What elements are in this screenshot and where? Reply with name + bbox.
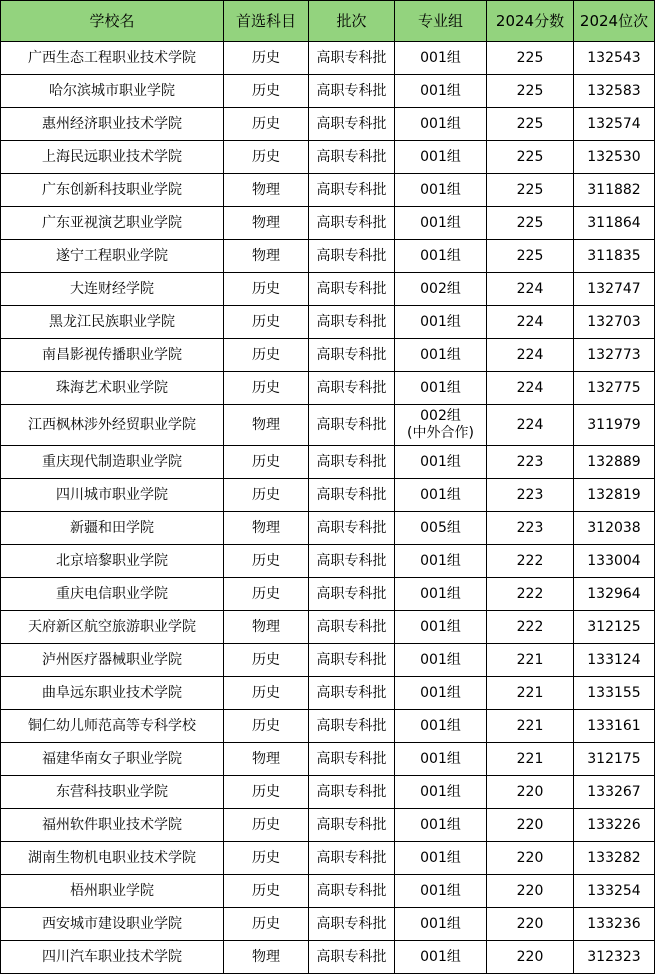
cell-batch: 高职专科批 (309, 644, 395, 677)
cell-rank: 312125 (574, 611, 655, 644)
cell-group: 001组 (395, 809, 487, 842)
cell-batch: 高职专科批 (309, 207, 395, 240)
cell-school: 西安城市建设职业学院 (1, 908, 224, 941)
cell-rank: 311882 (574, 174, 655, 207)
table-row (1, 743, 655, 776)
cell-rank: 133282 (574, 842, 655, 875)
cell-school: 福州软件职业技术学院 (1, 809, 224, 842)
cell-score: 222 (487, 578, 574, 611)
cell-score: 220 (487, 776, 574, 809)
cell-subject: 历史 (224, 372, 309, 405)
cell-rank: 132703 (574, 306, 655, 339)
cell-batch: 高职专科批 (309, 578, 395, 611)
cell-rank: 132964 (574, 578, 655, 611)
cell-batch: 高职专科批 (309, 240, 395, 273)
cell-group: 001组 (395, 141, 487, 174)
cell-subject: 物理 (224, 240, 309, 273)
cell-rank: 312038 (574, 512, 655, 545)
cell-rank: 132773 (574, 339, 655, 372)
cell-score: 220 (487, 875, 574, 908)
cell-score: 225 (487, 42, 574, 75)
cell-subject: 物理 (224, 512, 309, 545)
cell-group: 001组 (395, 339, 487, 372)
cell-score: 225 (487, 174, 574, 207)
table-row (1, 710, 655, 743)
cell-rank: 133267 (574, 776, 655, 809)
table-row (1, 479, 655, 512)
cell-school: 泸州医疗器械职业学院 (1, 644, 224, 677)
group-note: (中外合作) (407, 425, 474, 441)
table-row (1, 174, 655, 207)
cell-rank: 311979 (574, 405, 655, 446)
cell-group: 001组 (395, 875, 487, 908)
cell-score: 224 (487, 273, 574, 306)
column-header-rank: 2024位次 (574, 1, 655, 42)
table-row (1, 809, 655, 842)
cell-group: 001组 (395, 776, 487, 809)
cell-rank: 133155 (574, 677, 655, 710)
table-row (1, 141, 655, 174)
cell-group: 001组 (395, 306, 487, 339)
table-header (1, 1, 655, 42)
table-body (1, 42, 655, 974)
cell-batch: 高职专科批 (309, 446, 395, 479)
cell-rank: 133124 (574, 644, 655, 677)
cell-school: 四川城市职业学院 (1, 479, 224, 512)
cell-score: 220 (487, 941, 574, 974)
cell-subject: 历史 (224, 809, 309, 842)
cell-group: 001组 (395, 611, 487, 644)
cell-batch: 高职专科批 (309, 405, 395, 446)
cell-batch: 高职专科批 (309, 842, 395, 875)
cell-rank: 132775 (574, 372, 655, 405)
cell-group: 005组 (395, 512, 487, 545)
cell-group: 001组 (395, 710, 487, 743)
cell-subject: 物理 (224, 207, 309, 240)
column-header-subject: 首选科目 (224, 1, 309, 42)
cell-subject: 历史 (224, 273, 309, 306)
cell-batch: 高职专科批 (309, 174, 395, 207)
cell-group: 001组 (395, 743, 487, 776)
cell-batch: 高职专科批 (309, 372, 395, 405)
table-row (1, 207, 655, 240)
cell-subject: 历史 (224, 75, 309, 108)
table-row (1, 446, 655, 479)
column-header-batch: 批次 (309, 1, 395, 42)
cell-score: 225 (487, 240, 574, 273)
table-row (1, 75, 655, 108)
cell-rank: 132747 (574, 273, 655, 306)
table-row (1, 875, 655, 908)
cell-batch: 高职专科批 (309, 306, 395, 339)
cell-rank: 133004 (574, 545, 655, 578)
column-header-school: 学校名 (1, 1, 224, 42)
header-row (1, 1, 655, 42)
cell-batch: 高职专科批 (309, 141, 395, 174)
cell-subject: 历史 (224, 545, 309, 578)
cell-school: 黑龙江民族职业学院 (1, 306, 224, 339)
cell-subject: 历史 (224, 339, 309, 372)
table-row (1, 273, 655, 306)
table-row (1, 578, 655, 611)
cell-batch: 高职专科批 (309, 776, 395, 809)
cell-school: 重庆现代制造职业学院 (1, 446, 224, 479)
table-row (1, 677, 655, 710)
cell-rank: 132583 (574, 75, 655, 108)
table-row (1, 306, 655, 339)
cell-score: 225 (487, 207, 574, 240)
cell-score: 220 (487, 842, 574, 875)
cell-subject: 历史 (224, 479, 309, 512)
cell-school: 广东创新科技职业学院 (1, 174, 224, 207)
cell-group: 001组 (395, 677, 487, 710)
cell-subject: 物理 (224, 941, 309, 974)
cell-rank: 311864 (574, 207, 655, 240)
cell-subject: 历史 (224, 446, 309, 479)
cell-school: 上海民远职业技术学院 (1, 141, 224, 174)
cell-group: 001组 (395, 446, 487, 479)
cell-rank: 132530 (574, 141, 655, 174)
group-code: 002组 (420, 408, 461, 424)
cell-score: 220 (487, 809, 574, 842)
cell-subject: 物理 (224, 743, 309, 776)
table-row (1, 512, 655, 545)
cell-group: 001组 (395, 908, 487, 941)
cell-group: 001组 (395, 842, 487, 875)
cell-school: 北京培黎职业学院 (1, 545, 224, 578)
cell-score: 224 (487, 339, 574, 372)
cell-subject: 历史 (224, 677, 309, 710)
cell-group: 001组 (395, 42, 487, 75)
cell-rank: 132574 (574, 108, 655, 141)
table-row (1, 240, 655, 273)
cell-batch: 高职专科批 (309, 677, 395, 710)
cell-rank: 133161 (574, 710, 655, 743)
table-row (1, 108, 655, 141)
cell-school: 福建华南女子职业学院 (1, 743, 224, 776)
cell-batch: 高职专科批 (309, 875, 395, 908)
cell-rank: 132889 (574, 446, 655, 479)
cell-school: 铜仁幼儿师范高等专科学校 (1, 710, 224, 743)
cell-group: 001组 (395, 75, 487, 108)
cell-subject: 历史 (224, 776, 309, 809)
table-row (1, 908, 655, 941)
table-row (1, 644, 655, 677)
cell-group: 001组 (395, 479, 487, 512)
cell-subject: 历史 (224, 842, 309, 875)
table-row (1, 842, 655, 875)
cell-rank: 312175 (574, 743, 655, 776)
cell-school: 江西枫林涉外经贸职业学院 (1, 405, 224, 446)
table-row (1, 372, 655, 405)
cell-school: 湖南生物机电职业技术学院 (1, 842, 224, 875)
cell-rank: 132819 (574, 479, 655, 512)
cell-batch: 高职专科批 (309, 75, 395, 108)
cell-subject: 物理 (224, 174, 309, 207)
cell-school: 哈尔滨城市职业学院 (1, 75, 224, 108)
cell-subject: 历史 (224, 141, 309, 174)
cell-batch: 高职专科批 (309, 611, 395, 644)
cell-rank: 133254 (574, 875, 655, 908)
cell-group (395, 405, 487, 446)
cell-subject: 历史 (224, 42, 309, 75)
cell-subject: 历史 (224, 875, 309, 908)
cell-group: 001组 (395, 545, 487, 578)
cell-batch: 高职专科批 (309, 339, 395, 372)
cell-school: 广西生态工程职业技术学院 (1, 42, 224, 75)
cell-group: 001组 (395, 207, 487, 240)
cell-group: 001组 (395, 108, 487, 141)
cell-score: 221 (487, 710, 574, 743)
table-row (1, 405, 655, 446)
cell-subject: 历史 (224, 908, 309, 941)
cell-rank: 133236 (574, 908, 655, 941)
cell-subject: 历史 (224, 578, 309, 611)
cell-score: 224 (487, 372, 574, 405)
cell-score: 220 (487, 908, 574, 941)
cell-score: 223 (487, 512, 574, 545)
cell-school: 广东亚视演艺职业学院 (1, 207, 224, 240)
cell-batch: 高职专科批 (309, 273, 395, 306)
cell-school: 天府新区航空旅游职业学院 (1, 611, 224, 644)
cell-score: 222 (487, 545, 574, 578)
cell-batch: 高职专科批 (309, 545, 395, 578)
cell-school: 梧州职业学院 (1, 875, 224, 908)
cell-subject: 历史 (224, 306, 309, 339)
table-row (1, 42, 655, 75)
cell-batch: 高职专科批 (309, 479, 395, 512)
cell-school: 大连财经学院 (1, 273, 224, 306)
table-row (1, 339, 655, 372)
cell-rank: 132543 (574, 42, 655, 75)
cell-batch: 高职专科批 (309, 941, 395, 974)
cell-score: 223 (487, 479, 574, 512)
cell-school: 惠州经济职业技术学院 (1, 108, 224, 141)
cell-school: 曲阜远东职业技术学院 (1, 677, 224, 710)
cell-batch: 高职专科批 (309, 512, 395, 545)
column-header-score: 2024分数 (487, 1, 574, 42)
cell-subject: 历史 (224, 710, 309, 743)
cell-subject: 历史 (224, 644, 309, 677)
table-row (1, 611, 655, 644)
cell-batch: 高职专科批 (309, 743, 395, 776)
table-row (1, 941, 655, 974)
cell-group: 001组 (395, 372, 487, 405)
cell-batch: 高职专科批 (309, 908, 395, 941)
cell-school: 重庆电信职业学院 (1, 578, 224, 611)
cell-school: 南昌影视传播职业学院 (1, 339, 224, 372)
cell-group: 001组 (395, 240, 487, 273)
cell-score: 221 (487, 743, 574, 776)
cell-batch: 高职专科批 (309, 809, 395, 842)
table-row (1, 776, 655, 809)
cell-group: 001组 (395, 644, 487, 677)
cell-school: 珠海艺术职业学院 (1, 372, 224, 405)
cell-score: 224 (487, 306, 574, 339)
cell-group: 001组 (395, 174, 487, 207)
cell-score: 223 (487, 446, 574, 479)
cell-school: 东营科技职业学院 (1, 776, 224, 809)
cell-subject: 历史 (224, 108, 309, 141)
cell-score: 224 (487, 405, 574, 446)
cell-score: 225 (487, 141, 574, 174)
cell-group: 001组 (395, 941, 487, 974)
cell-school: 四川汽车职业技术学院 (1, 941, 224, 974)
table-row (1, 545, 655, 578)
cell-subject: 物理 (224, 611, 309, 644)
cell-school: 遂宁工程职业学院 (1, 240, 224, 273)
cell-subject: 物理 (224, 405, 309, 446)
cell-score: 222 (487, 611, 574, 644)
cell-rank: 311835 (574, 240, 655, 273)
cell-batch: 高职专科批 (309, 108, 395, 141)
cell-school: 新疆和田学院 (1, 512, 224, 545)
cell-score: 225 (487, 108, 574, 141)
cell-score: 225 (487, 75, 574, 108)
cell-batch: 高职专科批 (309, 710, 395, 743)
cell-batch: 高职专科批 (309, 42, 395, 75)
cell-rank: 133226 (574, 809, 655, 842)
cell-score: 221 (487, 677, 574, 710)
cell-group: 002组 (395, 273, 487, 306)
cell-score: 221 (487, 644, 574, 677)
cell-group: 001组 (395, 578, 487, 611)
column-header-group: 专业组 (395, 1, 487, 42)
cell-rank: 312323 (574, 941, 655, 974)
